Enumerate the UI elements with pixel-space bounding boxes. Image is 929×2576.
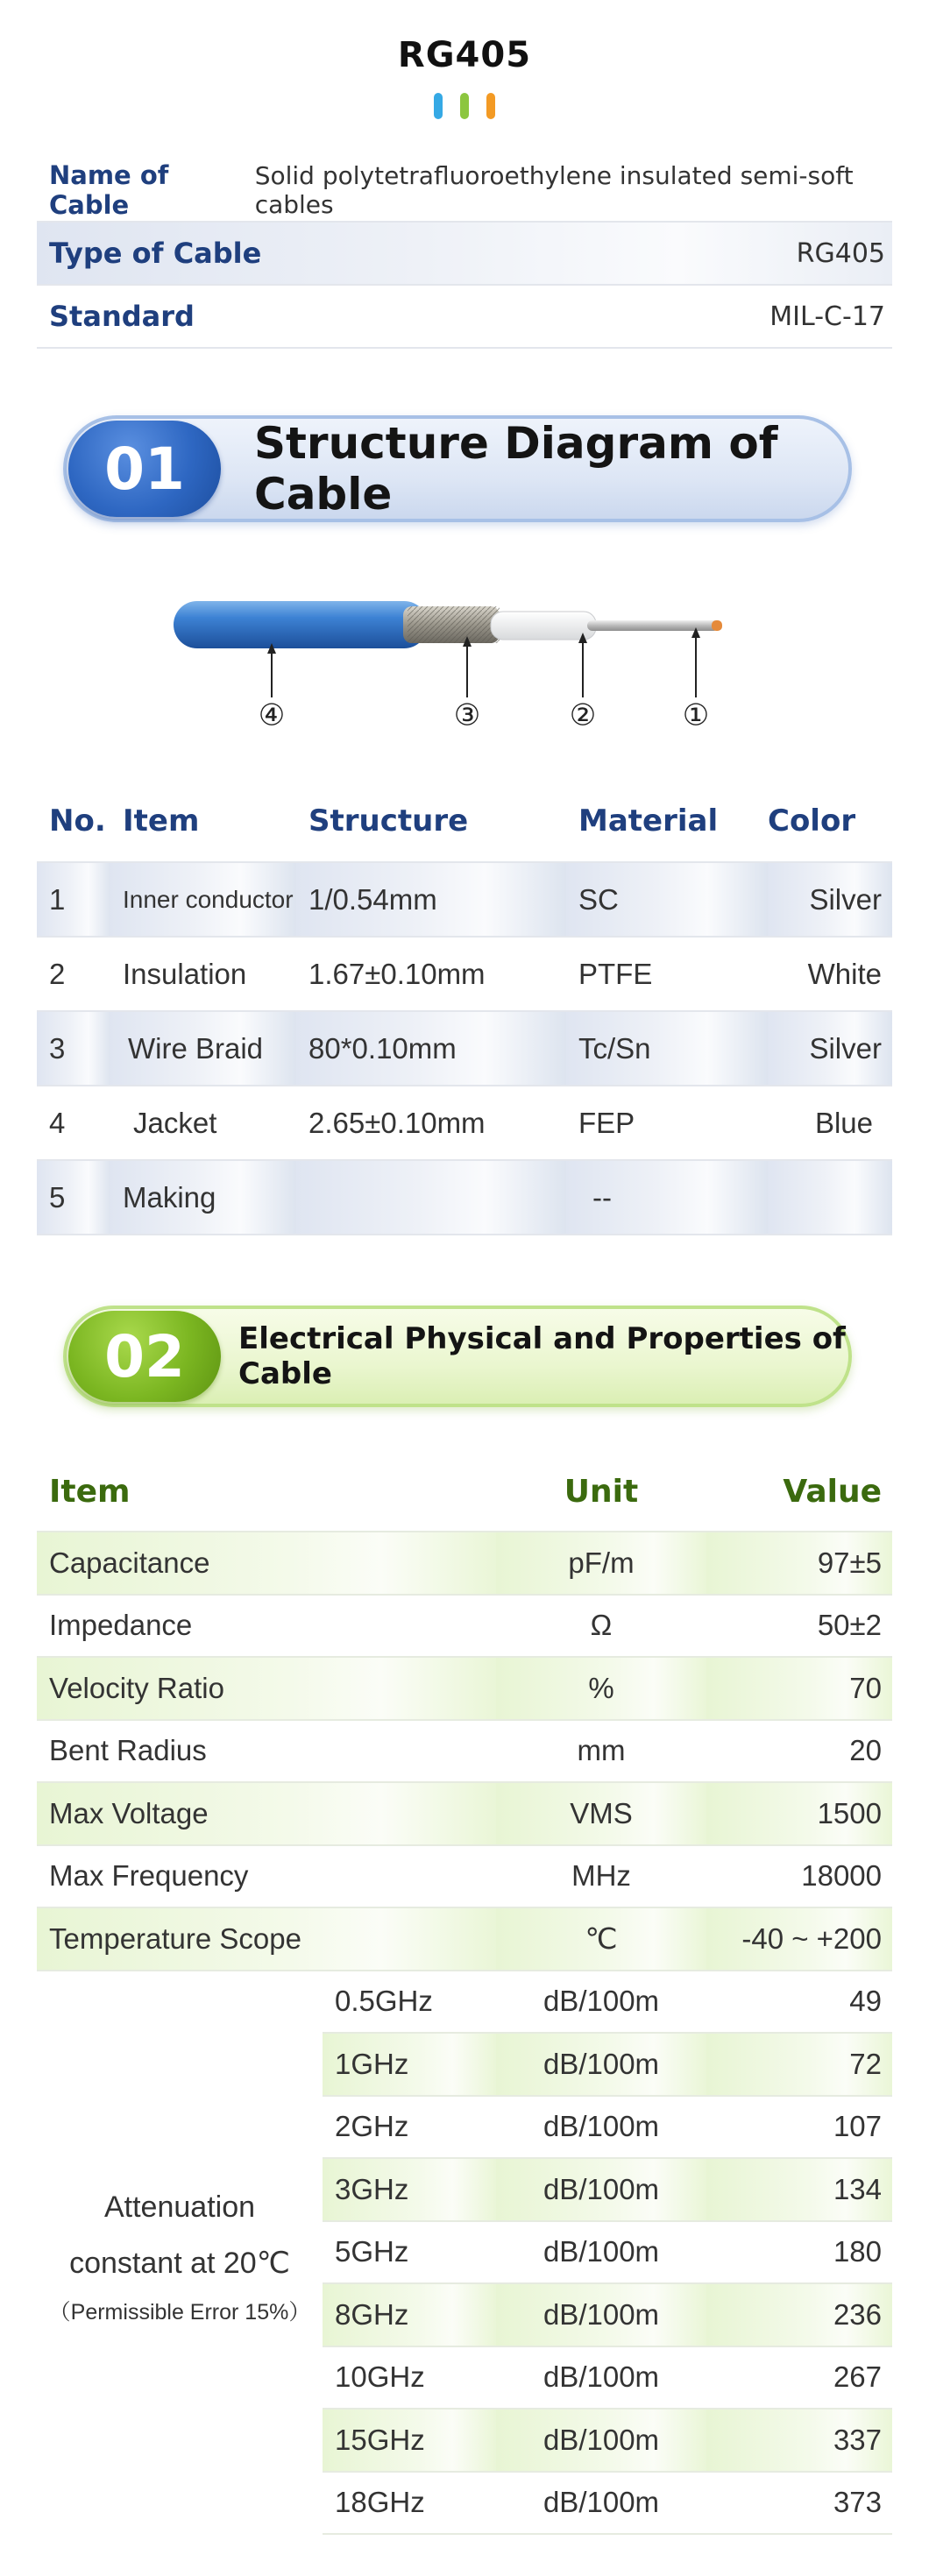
cell-material: FEP — [566, 1086, 768, 1160]
cell-freq: 1GHz — [323, 2033, 496, 2096]
cell-item: Insulation — [110, 937, 296, 1011]
cell-structure: 2.65±0.10mm — [296, 1086, 566, 1160]
cell-value: -40 ~ +200 — [706, 1907, 892, 1971]
page-title: RG405 — [397, 35, 532, 75]
section-title: Electrical Physical and Properties of Cable — [238, 1321, 846, 1391]
table-row — [37, 1086, 892, 1160]
table-row — [37, 1532, 892, 1595]
header-item: Item — [123, 803, 200, 839]
cell-item: Inner conductor — [110, 862, 296, 937]
table-row — [37, 1907, 892, 1971]
attenuation-label-line2: constant at 20℃ — [69, 2246, 290, 2280]
cell-unit: dB/100m — [496, 2221, 706, 2284]
jacket-segment — [174, 601, 428, 648]
cell-no: 1 — [37, 862, 110, 937]
table-row — [37, 1657, 892, 1720]
cell-no: 3 — [37, 1011, 110, 1086]
cell-unit: dB/100m — [496, 2283, 706, 2346]
table-row — [37, 1011, 892, 1086]
cell-value: 373 — [706, 2472, 892, 2535]
cell-color: Silver — [768, 1011, 892, 1086]
cell-color: Blue — [768, 1086, 892, 1160]
attenuation-label-note: （Permissible Error 15%） — [48, 2299, 311, 2325]
diagram-label-3: ③ — [453, 697, 481, 733]
table-row — [37, 1160, 892, 1235]
header-no: No. — [49, 803, 106, 839]
cell-value: 1500 — [706, 1782, 892, 1845]
attenuation-label-cell — [37, 1971, 323, 2535]
cell-structure: 80*0.10mm — [296, 1011, 566, 1086]
cell-unit: dB/100m — [496, 1971, 706, 2034]
header-unit: Unit — [564, 1474, 639, 1510]
cell-freq: 0.5GHz — [323, 1971, 496, 2034]
header-color: Color — [768, 803, 856, 839]
cell-value: 107 — [706, 2096, 892, 2159]
header-value: Value — [783, 1474, 882, 1510]
section-banner-structure — [63, 415, 868, 522]
header-material: Material — [578, 803, 719, 839]
cell-unit: dB/100m — [496, 2472, 706, 2535]
cell-value: 97±5 — [706, 1532, 892, 1595]
cell-item: Max Voltage — [37, 1782, 496, 1845]
cell-material: -- — [566, 1160, 768, 1235]
info-key-name: Name of Cable — [49, 160, 169, 220]
cell-freq: 18GHz — [323, 2472, 496, 2535]
cell-unit: MHz — [496, 1845, 706, 1908]
properties-table — [37, 1453, 892, 2535]
diagram-label-2: ② — [569, 697, 597, 733]
info-row-name — [37, 159, 892, 223]
section-banner-properties — [63, 1306, 868, 1407]
section-number: 02 — [68, 1311, 221, 1402]
cell-unit: dB/100m — [496, 2096, 706, 2159]
cell-material: Tc/Sn — [566, 1011, 768, 1086]
cell-value: 267 — [706, 2346, 892, 2410]
diagram-label-1: ① — [682, 697, 710, 733]
conductor-tip — [712, 620, 722, 631]
table-row — [37, 1595, 892, 1658]
cell-color — [768, 1160, 892, 1235]
cell-item: Jacket — [110, 1086, 296, 1160]
cell-unit: dB/100m — [496, 2346, 706, 2410]
cable-structure-diagram — [140, 578, 789, 736]
green-dot — [460, 93, 469, 119]
cell-unit: ℃ — [496, 1907, 706, 1971]
cell-color: Silver — [768, 862, 892, 937]
cell-value: 18000 — [706, 1845, 892, 1908]
blue-dot — [434, 93, 443, 119]
cell-value: 49 — [706, 1971, 892, 2034]
cell-unit: VMS — [496, 1782, 706, 1845]
info-val-name: Solid polytetrafluoroethylene insulated semi-soft cables — [254, 161, 854, 219]
cell-item: Bent Radius — [37, 1720, 496, 1783]
cell-value: 72 — [706, 2033, 892, 2096]
cell-value: 180 — [706, 2221, 892, 2284]
table-row — [37, 862, 892, 937]
cell-value: 236 — [706, 2283, 892, 2346]
conductor-segment — [587, 620, 719, 631]
cell-freq: 2GHz — [323, 2096, 496, 2159]
cell-unit: pF/m — [496, 1532, 706, 1595]
braid-texture — [408, 606, 500, 643]
info-row-type — [37, 223, 892, 286]
cell-no: 4 — [37, 1086, 110, 1160]
cell-value: 50±2 — [706, 1595, 892, 1658]
header-structure: Structure — [308, 803, 469, 839]
cell-no: 5 — [37, 1160, 110, 1235]
table-row — [37, 1720, 892, 1783]
cell-material: PTFE — [566, 937, 768, 1011]
cell-item: Velocity Ratio — [37, 1657, 496, 1720]
table-row — [37, 1845, 892, 1908]
diagram-label-4: ④ — [258, 697, 286, 733]
info-val-standard: MIL-C-17 — [769, 301, 885, 332]
attenuation-label-line1: Attenuation — [103, 2190, 256, 2224]
cell-unit: Ω — [496, 1595, 706, 1658]
cell-structure: 1.67±0.10mm — [296, 937, 566, 1011]
info-val-type: RG405 — [796, 237, 885, 269]
section-number: 01 — [68, 421, 221, 517]
structure-table — [37, 780, 892, 1235]
cell-value: 134 — [706, 2158, 892, 2221]
cell-color: White — [768, 937, 892, 1011]
info-key-type: Type of Cable — [49, 237, 262, 270]
cell-item: Making — [110, 1160, 296, 1235]
cell-value: 20 — [706, 1720, 892, 1783]
info-row-standard — [37, 286, 892, 349]
cell-freq: 5GHz — [323, 2221, 496, 2284]
cell-unit: dB/100m — [496, 2033, 706, 2096]
insulation-segment — [491, 612, 596, 640]
cell-item: Impedance — [37, 1595, 496, 1658]
cell-unit: % — [496, 1657, 706, 1720]
cell-item: Temperature Scope — [37, 1907, 496, 1971]
table-row — [37, 1971, 892, 2034]
cell-freq: 8GHz — [323, 2283, 496, 2346]
info-key-standard: Standard — [49, 300, 195, 333]
cell-freq: 10GHz — [323, 2346, 496, 2410]
structure-header-row — [37, 780, 892, 862]
cell-freq: 3GHz — [323, 2158, 496, 2221]
decorative-dots — [0, 93, 929, 119]
orange-dot — [486, 93, 495, 119]
cell-item: Max Frequency — [37, 1845, 496, 1908]
header-item: Item — [49, 1474, 131, 1510]
section-title: Structure Diagram of Cable — [254, 418, 778, 520]
cell-item: Wire Braid — [110, 1011, 296, 1086]
table-row — [37, 937, 892, 1011]
table-row — [37, 1782, 892, 1845]
cell-material: SC — [566, 862, 768, 937]
cell-no: 2 — [37, 937, 110, 1011]
cell-structure: 1/0.54mm — [296, 862, 566, 937]
cell-value: 70 — [706, 1657, 892, 1720]
properties-header-row — [37, 1453, 892, 1532]
cell-unit: mm — [496, 1720, 706, 1783]
cell-unit: dB/100m — [496, 2158, 706, 2221]
cell-value: 337 — [706, 2409, 892, 2472]
cell-item: Capacitance — [37, 1532, 496, 1595]
cell-freq: 15GHz — [323, 2409, 496, 2472]
cell-structure — [296, 1160, 566, 1235]
cell-unit: dB/100m — [496, 2409, 706, 2472]
